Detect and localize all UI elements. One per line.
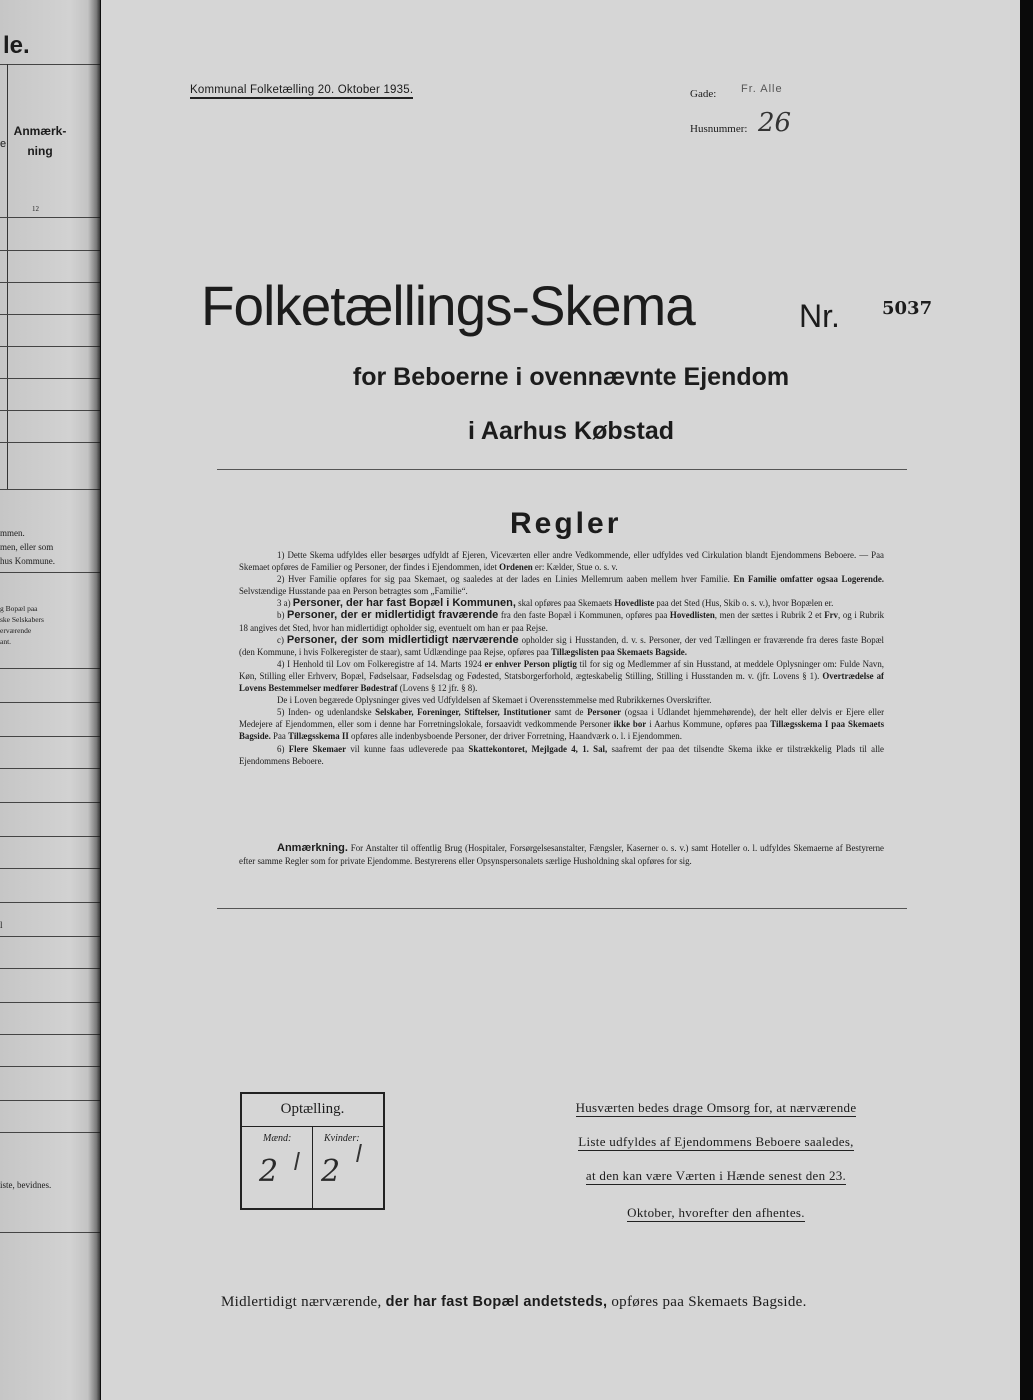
checkmark-icon xyxy=(285,1152,300,1170)
left-page-title-fragment: le. xyxy=(3,32,30,59)
checkmark-icon xyxy=(347,1144,362,1162)
rule-3b: b) Personer, der er midlertidigt fraværende fra den faste Bopæl i Kommunen, opføres paa Hovedlisten, men der sættes i Rubrik 2 et Frv, og i Rubrik 18 angives det Sted, hvor han midlertidigt opholder sig, eventuelt om han er paa Rejse. xyxy=(239,609,885,633)
footer-note: Midlertidigt nærværende, der har fast Bopæl andetsteds, opføres paa Skemaets Bagside. xyxy=(221,1294,807,1310)
left-page-rule xyxy=(0,572,100,573)
scan-background xyxy=(1020,0,1033,1400)
rule-1: 1) Dette Skema udfyldes eller besørges udfyldt af Ejeren, Viceværten eller andre Vedkommende, eller udfyldes ved Cirkulation blandt Ejendommens Beboere. — Paa Skemaet opføres de Familier og Personer, der findes i Ejendommen, idet Ordenen er: Kælder, Stue o. s. v. xyxy=(239,550,884,573)
left-page-text-line: hus Kommune. xyxy=(0,556,55,566)
left-page-rule xyxy=(0,442,100,443)
remark-label: Anmærkning. xyxy=(277,842,348,854)
left-page-rule xyxy=(0,1066,100,1067)
left-page-column-header: Anmærk- ning xyxy=(13,124,67,158)
left-page-rule xyxy=(0,902,100,903)
left-page-rule xyxy=(0,410,100,411)
count-box-divider xyxy=(312,1126,313,1208)
host-notice-line: at den kan være Værten i Hænde senest den 23. xyxy=(585,1168,847,1183)
left-page-small-line: ske Selskabers xyxy=(0,615,44,624)
divider-line xyxy=(217,469,907,470)
census-title: Kommunal Folketælling 20. Oktober 1935. xyxy=(190,84,413,99)
remark-body: For Anstalter til offentlig Brug (Hospitaler, Forsørgelsesanstalter, Fængsler, Kaserner o. s. v.) samt Hoteller o. l. udfyldes Skemaerne af Bestyrerne efter samme Regler som for private Ejendomme. Bestyrerens eller Opsynspersonalets særlige Husholdning skal opføres for sig. xyxy=(239,843,885,866)
form-subtitle: for Beboerne i ovennævnte Ejendom xyxy=(352,363,790,391)
left-page-small-line: g Bopæl paa xyxy=(0,604,38,613)
divider-line xyxy=(217,908,907,909)
street-value: Fr. Alle xyxy=(741,83,783,95)
left-page-rule xyxy=(0,702,100,703)
left-page-rule xyxy=(0,736,100,737)
left-page-rule xyxy=(0,64,100,65)
women-label: Kvinder: xyxy=(324,1133,360,1144)
form-number: 5037 xyxy=(882,298,933,319)
left-page-rule xyxy=(0,936,100,937)
left-page-small-line: ant. xyxy=(0,637,12,646)
left-page-rule xyxy=(0,968,100,969)
left-page-column-e: e xyxy=(0,138,7,150)
left-page-rule xyxy=(0,868,100,869)
left-page-text-line: men, eller som xyxy=(0,542,54,552)
rules-text xyxy=(239,549,884,767)
left-page-rule xyxy=(0,346,100,347)
count-title: Optælling. xyxy=(280,1101,345,1117)
host-notice-line: Liste udfyldes af Ejendommens Beboere saaledes, xyxy=(578,1134,854,1149)
form-number-label: Nr. xyxy=(799,298,840,334)
count-box xyxy=(240,1092,385,1210)
previous-page-edge xyxy=(0,0,100,1400)
rule-5: 5) Inden- og udenlandske Selskaber, Foreninger, Stiftelser, Institutioner samt de Personer (ogsaa i Udlandet hjemmehørende), der helt eller delvis er Ejere eller Medejere af Ejendommen, eller som i denne har Forretningslokale, forsaavidt vedkommende Personer ikke bor i Aarhus Kommune, opføres paa Tillægsskema I paa Skemaets Bagside. Paa Tillægsskema II opføres alle indenbysboende Personer, der driver Forretning, Haandværk o. l. i Ejendommen. xyxy=(239,707,885,742)
rule-4-note: De i Loven begærede Oplysninger gives ved Udfyldelsen af Skemaet i Overensstemmelse med Rubrikkernes Overskrifter. xyxy=(277,695,712,706)
rule-3c: c) Personer, der som midlertidigt nærværende opholder sig i Husstanden, d. v. s. Personer, der ved Tællingen er fraværende fra deres faste Bopæl (den Kommune, i hvis Folkeregister de staar), samt Udlændinge paa Rejse, opføres paa Tillægslisten paa Skemaets Bagside. xyxy=(239,633,885,657)
left-page-bottom-fragment: iste, bevidnes. xyxy=(0,1180,52,1190)
rule-3a: 3 a) Personer, der har fast Bopæl i Kommunen, skal opføres paa Skemaets Hovedliste paa det Sted (Hus, Skib o. s. v.), hvor Bopælen er. xyxy=(277,597,834,610)
left-page-rule xyxy=(0,1132,100,1133)
remark-text xyxy=(239,842,884,867)
book-binding-shadow xyxy=(88,0,102,1400)
rule-4: 4) I Henhold til Lov om Folkeregistre af 14. Marts 1924 er enhver Person pligtig til for sig og Medlemmer af sin Husstand, at meddele Oplysninger om: Fulde Navn, Køn, Stilling eller Erhverv, Bopæl, Fødselsaar, Fødselsdag og Fødested, Statsborgerforhold, ægteskabelig Stilling, Stilling i Husstanden m. v. (jfr. Lovens § 1). Overtrædelse af Lovens Bestemmelser medfører Bødestraf (Lovens § 12 jfr. § 8). xyxy=(239,658,885,694)
form-title: Folketællings-Skema xyxy=(201,274,695,337)
census-form-page xyxy=(101,0,1020,1400)
men-count: 2 xyxy=(259,1154,279,1189)
house-number-value: 26 xyxy=(758,108,792,138)
host-notice-line: Oktober, hvorefter den afhentes. xyxy=(627,1205,805,1220)
left-page-rule xyxy=(0,217,100,218)
left-page-text-line: mmen. xyxy=(0,528,25,538)
house-number-label: Husnummer: xyxy=(690,123,748,135)
rule-6: 6) Flere Skemaer vil kunne faas udleverede paa Skattekontoret, Mejlgade 4, 1. Sal, saafremt der paa det tilsendte Skema ikke er tilstrækkelig Plads til alle Ejendommens Beboere. xyxy=(239,743,884,766)
left-page-rule xyxy=(0,1232,100,1233)
men-label: Mænd: xyxy=(263,1133,292,1144)
left-page-rule xyxy=(0,1100,100,1101)
rules-heading: Regler xyxy=(510,507,622,540)
host-notice-line: Husværten bedes drage Omsorg for, at nærværende xyxy=(575,1100,857,1115)
left-page-small-line: erværende xyxy=(0,626,32,635)
left-page-rule xyxy=(0,489,100,490)
left-page-rule xyxy=(0,378,100,379)
left-page-fragment: l xyxy=(0,920,3,930)
left-page-column-divider xyxy=(7,64,8,490)
left-page-rule xyxy=(0,668,100,669)
left-page-rule xyxy=(0,802,100,803)
left-page-rule xyxy=(0,314,100,315)
left-page-rule xyxy=(0,250,100,251)
left-page-rule xyxy=(0,768,100,769)
left-page-rule xyxy=(0,836,100,837)
form-subtitle-city: i Aarhus Købstad xyxy=(467,417,675,445)
left-page-rule xyxy=(0,1002,100,1003)
left-page-rule xyxy=(0,282,100,283)
street-label: Gade: xyxy=(690,88,717,100)
left-page-column-number: 12 xyxy=(32,205,39,213)
rule-2: 2) Hver Familie opføres for sig paa Skemaet, og saaledes at der lades en Linies Mellemrum aaben mellem hver Familie. En Familie omfatter ogsaa Logerende. Selvstændige Husstande paa en Person betragtes som „Familie“. xyxy=(239,574,885,597)
left-page-rule xyxy=(0,1034,100,1035)
women-count: 2 xyxy=(321,1154,341,1189)
